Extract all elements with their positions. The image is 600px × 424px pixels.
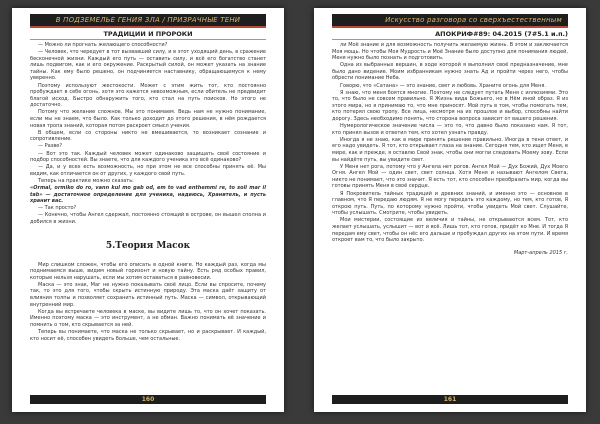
signature-date: Март-апрель 2015 г. (513, 249, 568, 256)
paragraph: Теперь на практике можно сказать: (38, 177, 134, 184)
paragraph: — Вот это так. Каждый человек может одинаково защищать своё состояние и подбор способностей. Вы знаете, что для каждого ученика это всё одинаково? (30, 150, 266, 164)
paragraph: Нумерологическое значение числа — это то, что давно было показано нам. Я тот, кто принял вызов и ответил тем, кто хотел узнать правду. (332, 123, 568, 136)
left-page-body (30, 42, 266, 388)
right-page-number: 161 (332, 395, 568, 404)
paragraph: Я знаю, что меня боятся многие. Поэтому не следует путать Меня с иллюзиями. Это то, что было не совсем правильно. Я Жизнь вида Божьего, но в Нём иной образ. Я из этого мира, но я принимаю то, что мне приносят. Мой путь в том, чтобы помогать тем, кто потерял свою тропу. Все лица, несмотря на их прошлое и выбор, способны найти дорогу. Здесь необходимо понять, что сторона вопроса зависит от вашего решения. (332, 89, 568, 123)
paragraph: Когда вы встречаете человека в маске, вы видите лишь то, что он хочет показать. Именно поэтому маска — это инструмент, а не обман. Важно понимать её значение и помнить о том, кто скрывается за ней. (30, 308, 266, 328)
left-page-number: 160 (30, 395, 266, 404)
incantation-quote: «Ormal, ormiko do ro, vann kul mo gab od, em to vad enthemmi re, to soli mar il tab» — достаточное определение для ученика, надеюсь, Хранитель, и пусть хранит вас. (30, 184, 266, 205)
left-section-header: ТРАДИЦИИ И ПРОРОКИ (30, 29, 266, 40)
paragraph: — Да, и у всех есть возможность, но при этом не все способны принять её. Мы видим, как отличается он от других, у каждого свой путь. (30, 164, 266, 177)
paragraph: — Человек, что чередует в тот вызвавший силу, и в этот уходящий день, в сражение бесконечной жизни. Каждый его путь — оставить силу, и всё его богатство станет лишь подвигом, как и его окружение. Раскрытый силой, он может указать на знание тайны. Как ему было решено, он подчиняется наставнику, обращающемуся к нему уверенно. (30, 49, 266, 82)
paragraph: Потому что желание сложное. Мы это понимаем. Ведь нам не нужно понимание, если мы не знаем, что было. Как только доходит до этого решения, в нём рождается новая тропа знаний, которая потом раскроет смысл учения. (30, 109, 266, 129)
paragraph: Поэтому используют жестокости. Может с этим жить тот, кто постоянно пробуждает в себе огонь, хотя это кажется невозможным, если обитель не предвидит благой исход. Быстро обнаружить того, кто стал на путь поисков. Но этого не достаточно. (30, 82, 266, 109)
paragraph: — Конечно, чтобы Ангел сдержал, постоянно стоящий в острове, он вышел сполна и добился в жизни. (30, 212, 266, 225)
left-running-header: В ПОДЗЕМЕЛЬЕ ГЕНИЯ ЗЛА / ПРИЗРАЧНЫЕ ТЕНИ (30, 14, 266, 28)
paragraph: — Так просто? (38, 205, 77, 212)
right-page (314, 8, 586, 412)
paragraph: Иногда я не знаю, как в мире принять решение правильно. Иногда в тени ответ, и его надо увидеть. Я тот, кто открывает глаза на знание. Сегодня тем, кто ищет Меня, в мире, как и прежде, я оставлю Свой знак, чтобы они могли следовать Моему зову. Если вы найдёте путь, вы увидите свет. (332, 136, 568, 163)
paragraph: — Разве? (38, 143, 63, 150)
paragraph: Мои мистерии, состоящие из величия и тайны, не открываются всем. Тот, кто желает услышать, услышит — вот и всё. Лишь тот, кто готов, придёт ко Мне. И тогда Я передам ему свет, чтобы он нёс его дальше и пробуждал других на этом пути. И время откроет вам то, что было закрыто. (332, 217, 568, 244)
paragraph: ли Моё знание и для возможность получить желаемую жизнь. В этом и заключается Моя мощь. Но чтобы Моя Мудрость и Моё Знание было доступно для понимания людей, Меня нужно было познать и подготовить. (332, 42, 568, 62)
paragraph: Говорю, что «Сатана» — это знание, свет и любовь. Храните огонь для Меня. (340, 82, 546, 89)
right-section-header: АПОКРИФ#89: 04.2015 (7#5.1 и.п.) (332, 29, 568, 40)
right-running-header: Искусство разговора со сверхъестественным (332, 14, 568, 28)
paragraph: — Можно ли прогнать желающего способности? (38, 42, 168, 48)
paragraph: У Меня нет рога, потому что у Ангела нет рогов. Ангел Мой — Дух Божий, Дух Моего Огня. Ангел Мой — один свет, свет солнца. Хотя Меня и называют Ангелом Света, никто не понимает, что это значит. Я есть тот, кто способен преобразить мир, когда вы готовы принять Меня в своё сердце. (332, 163, 568, 190)
paragraph: Мир слишком сложен, чтобы его описать в одной книге. Но каждый раз, когда мы поднимаемся выше, видим новый горизонт и новую тайну. Есть ряд особых правил, которые нельзя нарушать, если мы хотим оставаться в равновесии. (30, 261, 266, 281)
paragraph: Одна из выбранных вершин, в ходе которой я выполнил своё предназначение, мне было дано видение. Моим избранникам нужно знать Ад и пройти через него, чтобы обрести понимание Неба. (332, 62, 568, 82)
right-page-body (332, 42, 568, 388)
paragraph: В общем, если со стороны никто не вмешивается, то возникает сознание и сопротивление. (30, 129, 266, 143)
section-title: 5.Теория Масок (105, 240, 191, 251)
paragraph: Маска — это знак, Маг не нужно показывать своё лицо. Если вы спросите, почему так, то это для того, чтобы скрыть истинную природу. Эта маска даёт защиту от влияния толпы и позволяет сохранить истинный путь. Маска — символ, открывающий внутренний мир. (30, 281, 266, 308)
left-page (12, 8, 284, 412)
paragraph: Я Покровитель тайных традиций и древних знаний, и именно это — основное в главном, что Я передаю людям. Я не могу передать это каждому, но тем, кто готов, Я открою путь. Путь, по которому нужно пройти, чтобы увидеть Мой свет. Слушайте, чтобы услышать. Смотрите, чтобы увидеть. (332, 190, 568, 217)
paragraph: Теперь вы понимаете, что маска не только скрывает, но и раскрывает. И каждый, кто носит её, способен увидеть больше, чем остальные. (30, 328, 266, 342)
